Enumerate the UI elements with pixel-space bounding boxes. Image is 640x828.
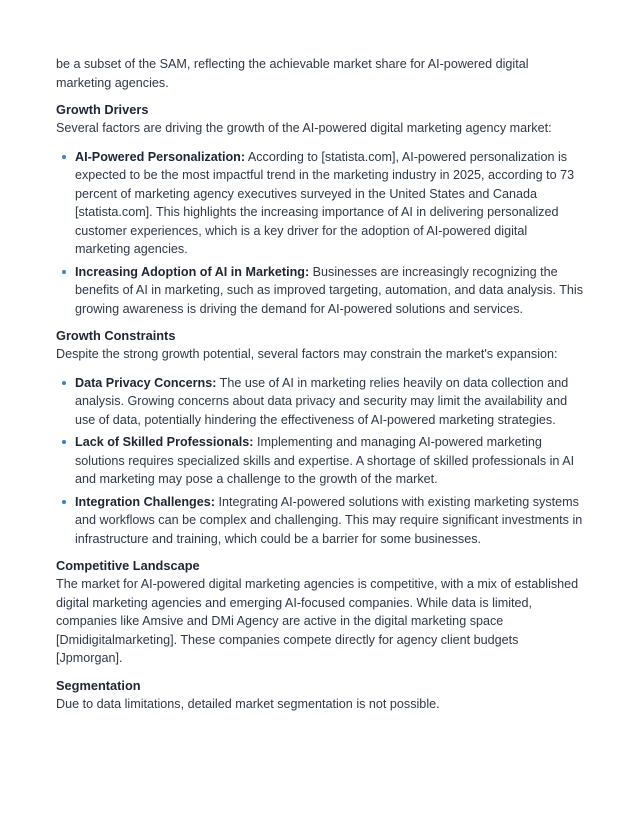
list-item-text: Integrating AI-powered solutions with existing marketing systems and workflows can be complex and challenging. This may require significant investments in infrastructure and training, which could be a barrier for some businesses. xyxy=(75,494,583,546)
intro-paragraph: be a subset of the SAM, reflecting the achievable market share for AI-powered digital marketing agencies. xyxy=(56,57,529,90)
bullet-icon xyxy=(62,500,66,504)
list-item-text: Businesses are increasingly recognizing the benefits of AI in marketing, such as improved targeting, automation, and data analysis. This growing awareness is driving the demand for AI-powered solutions and services. xyxy=(75,264,583,316)
list-item xyxy=(56,433,584,489)
list-item xyxy=(56,374,584,430)
growth-drivers-list xyxy=(56,148,584,319)
list-item xyxy=(56,148,584,259)
growth-drivers-intro: Several factors are driving the growth of the AI-powered digital marketing agency market: xyxy=(56,121,552,135)
list-item-text: Implementing and managing AI-powered marketing solutions requires specialized skills and expertise. A shortage of skilled professionals in AI and marketing may pose a challenge to the growth of the market. xyxy=(75,435,575,486)
list-item-term: Integration Challenges: xyxy=(75,494,215,509)
segmentation-heading: Segmentation xyxy=(56,677,141,693)
bullet-icon xyxy=(62,440,66,444)
growth-constraints-list xyxy=(56,374,584,549)
growth-constraints-heading: Growth Constraints xyxy=(56,328,176,343)
competitive-landscape-heading: Competitive Landscape xyxy=(56,558,200,573)
list-item-term: Increasing Adoption of AI in Marketing: xyxy=(75,264,310,279)
list-item-text: According to [statista.com], AI-powered personalization is expected to be the most impactful trend in the marketing industry in 2025, according to 73 percent of marketing agency executives surveyed in the United States and Canada [statista.com]. This highlights the increasing importance of AI in delivering personalized customer experiences, which is a key driver for the adoption of AI-powered digital marketing agencies. xyxy=(75,149,575,256)
list-item-term: AI-Powered Personalization: xyxy=(75,149,246,164)
list-item xyxy=(56,263,584,319)
competitive-landscape-body: The market for AI-powered digital marketing agencies is competitive, with a mix of established digital marketing agencies and emerging AI-focused companies. While data is limited, companies like Amsive and DMi Agency are active in the digital marketing space [Dmidigitalmarketing]. These companies compete directly for agency client budgets [Jpmorgan]. xyxy=(56,577,579,665)
bullet-icon xyxy=(62,155,66,159)
segmentation-body: Due to data limitations, detailed market segmentation is not possible. xyxy=(56,696,440,711)
growth-drivers-heading: Growth Drivers xyxy=(56,102,149,117)
list-item xyxy=(56,493,584,549)
bullet-icon xyxy=(62,381,66,385)
bullet-icon xyxy=(62,270,66,274)
list-item-term: Data Privacy Concerns: xyxy=(75,375,217,390)
list-item-text: The use of AI in marketing relies heavily on data collection and analysis. Growing concerns about data privacy and security may limit the availability and use of data, potentially hindering the effectiveness of AI-powered marketing strategies. xyxy=(75,375,569,427)
list-item-term: Lack of Skilled Professionals: xyxy=(75,435,254,449)
growth-constraints-intro: Despite the strong growth potential, several factors may constrain the market's expansion: xyxy=(56,347,558,361)
